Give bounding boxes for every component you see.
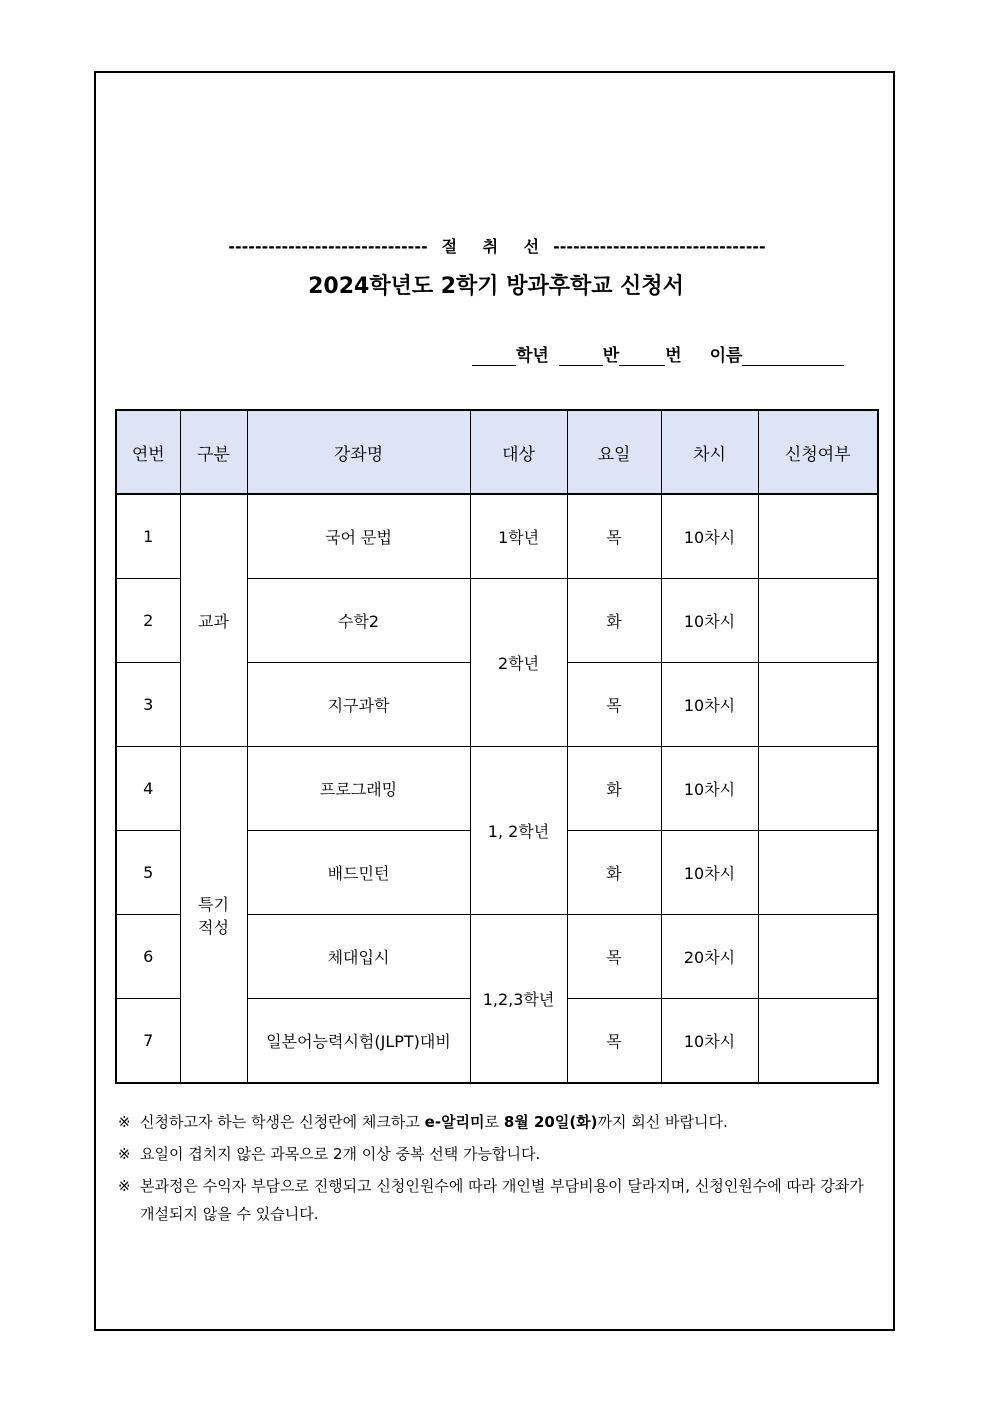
row-no: 5 xyxy=(116,831,180,915)
note-mark: ※ xyxy=(118,1177,131,1195)
cut-line xyxy=(194,234,800,258)
row-no: 4 xyxy=(116,747,180,831)
row-no: 3 xyxy=(116,663,180,747)
row-no: 2 xyxy=(116,579,180,663)
header-no: 연번 xyxy=(116,410,180,494)
apply-checkbox-cell[interactable] xyxy=(758,999,878,1084)
day: 목 xyxy=(567,999,661,1084)
student-info xyxy=(472,341,844,366)
notes xyxy=(118,1108,878,1232)
grade-label: 학년 xyxy=(516,346,549,366)
apply-checkbox-cell[interactable] xyxy=(758,915,878,999)
apply-checkbox-cell[interactable] xyxy=(758,831,878,915)
cut-line-dashes-left: ------------------------------ xyxy=(228,237,428,256)
target-grade: 1,2,3학년 xyxy=(470,915,567,1084)
form-title: 2024학년도 2학기 방과후학교 신청서 xyxy=(308,274,684,299)
apply-checkbox-cell[interactable] xyxy=(758,579,878,663)
header-apply: 신청여부 xyxy=(758,410,878,494)
cut-line-label: 절 취 선 xyxy=(441,237,550,256)
category-special-line1: 특기 xyxy=(198,894,229,914)
header-day: 요일 xyxy=(567,410,661,494)
row-no: 1 xyxy=(116,494,180,579)
note3-text: 본과정은 수익자 부담으로 진행되고 신청인원수에 따라 개인별 부담비용이 달라지며, 신청인원수에 따라 강좌가 개설되지 않을 수 있습니다. xyxy=(140,1177,864,1223)
table-double-underline xyxy=(115,1082,877,1083)
sessions: 10차시 xyxy=(661,494,758,579)
row-no: 7 xyxy=(116,999,180,1084)
table-row xyxy=(116,747,878,831)
header-target: 대상 xyxy=(470,410,567,494)
course-name: 국어 문법 xyxy=(247,494,470,579)
note1-text-e: 까지 회신 바랍니다. xyxy=(597,1113,728,1131)
sessions: 10차시 xyxy=(661,579,758,663)
table-header-row xyxy=(116,410,878,494)
number-blank[interactable] xyxy=(619,343,665,366)
course-name: 일본어능력시험(JLPT)대비 xyxy=(247,999,470,1084)
day: 화 xyxy=(567,747,661,831)
class-blank[interactable] xyxy=(559,343,603,366)
category-special xyxy=(180,747,247,1084)
class-label: 반 xyxy=(602,346,620,366)
apply-checkbox-cell[interactable] xyxy=(758,494,878,579)
day: 화 xyxy=(567,579,661,663)
name-blank[interactable] xyxy=(742,343,844,366)
category-subject: 교과 xyxy=(180,494,247,747)
header-category: 구분 xyxy=(180,410,247,494)
note1-deadline: 8월 20일(화) xyxy=(503,1113,598,1131)
course-name: 배드민턴 xyxy=(247,831,470,915)
sessions: 10차시 xyxy=(661,663,758,747)
day: 목 xyxy=(567,494,661,579)
note-mark: ※ xyxy=(118,1113,131,1131)
sessions: 10차시 xyxy=(661,831,758,915)
day: 목 xyxy=(567,663,661,747)
sessions: 10차시 xyxy=(661,747,758,831)
note-item xyxy=(118,1108,878,1136)
apply-checkbox-cell[interactable] xyxy=(758,747,878,831)
note1-text-a: 신청하고자 하는 학생은 신청란에 체크하고 xyxy=(140,1113,425,1131)
target-grade: 2학년 xyxy=(470,579,567,747)
sessions: 10차시 xyxy=(661,999,758,1084)
cut-line-dashes-right: -------------------------------- xyxy=(553,237,766,256)
note-mark: ※ xyxy=(118,1145,131,1163)
sessions: 20차시 xyxy=(661,915,758,999)
note-item xyxy=(118,1172,878,1228)
application-table xyxy=(115,409,879,1084)
course-name: 체대입시 xyxy=(247,915,470,999)
target-grade: 1학년 xyxy=(470,494,567,579)
note1-ealimi: e-알리미 xyxy=(424,1113,485,1131)
note1-text-c: 로 xyxy=(484,1113,504,1131)
row-no: 6 xyxy=(116,915,180,999)
category-special-line2: 적성 xyxy=(198,917,229,937)
course-name: 지구과학 xyxy=(247,663,470,747)
course-name: 수학2 xyxy=(247,579,470,663)
day: 화 xyxy=(567,831,661,915)
header-sessions: 차시 xyxy=(661,410,758,494)
course-name: 프로그래밍 xyxy=(247,747,470,831)
grade-blank[interactable] xyxy=(472,343,516,366)
day: 목 xyxy=(567,915,661,999)
header-course: 강좌명 xyxy=(247,410,470,494)
note-item xyxy=(118,1140,878,1168)
table-row xyxy=(116,494,878,579)
name-label: 이름 xyxy=(709,346,743,366)
target-grade: 1, 2학년 xyxy=(470,747,567,915)
apply-checkbox-cell[interactable] xyxy=(758,663,878,747)
note2-text: 요일이 겹치지 않은 과목으로 2개 이상 중복 선택 가능합니다. xyxy=(140,1145,541,1163)
number-label: 번 xyxy=(665,346,682,366)
